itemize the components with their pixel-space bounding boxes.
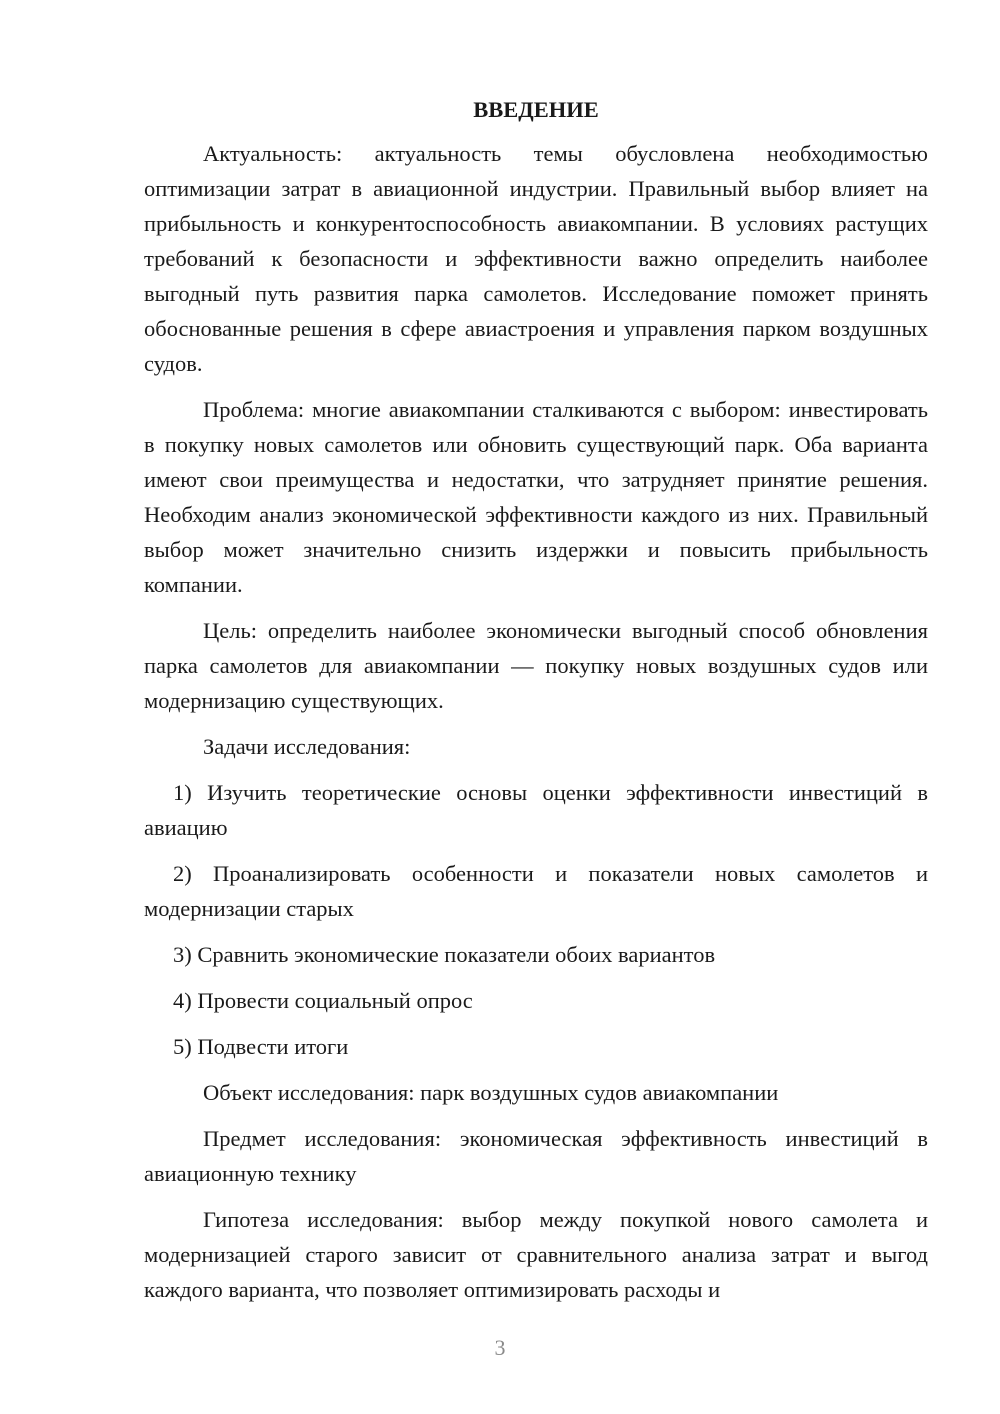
paragraph-object: Объект исследования: парк воздушных судов авиакомпании	[203, 1080, 779, 1105]
list-item: 1) Изучить теоретические основы оценки эффективности инвестиций в авиацию	[144, 780, 928, 840]
paragraph-subject: Предмет исследования: экономическая эффективность инвестиций в авиационную технику	[144, 1126, 928, 1186]
paragraph-relevance: Актуальность: актуальность темы обусловлена необходимостью оптимизации затрат в авиационной индустрии. Правильный выбор влияет на прибыльность и конкурентоспособность авиакомпании. В условиях растущих требований к безопасности и эффективности важно определить наиболее выгодный путь развития парка самолетов. Исследование поможет принять обоснованные решения в сфере авиастроения и управления парком воздушных судов.	[144, 141, 928, 376]
list-item: 2) Проанализировать особенности и показатели новых самолетов и модернизации старых	[144, 861, 928, 921]
paragraph-hypothesis: Гипотеза исследования: выбор между покупкой нового самолета и модернизацией старого зависит от сравнительного анализа затрат и выгод каждого варианта, что позволяет оптимизировать расходы и	[144, 1207, 928, 1302]
section-title: ВВЕДЕНИЕ	[473, 97, 599, 122]
paragraph-goal: Цель: определить наиболее экономически выгодный способ обновления парка самолетов для авиакомпании — покупку новых воздушных судов или модернизацию существующих.	[144, 618, 928, 713]
paragraph-tasks-heading: Задачи исследования:	[203, 734, 411, 759]
page-content	[144, 92, 928, 1307]
list-item: 3) Сравнить экономические показатели обоих вариантов	[173, 942, 716, 967]
list-item: 5) Подвести итоги	[173, 1034, 349, 1059]
tasks-list	[144, 775, 928, 1064]
list-item: 4) Провести социальный опрос	[173, 988, 473, 1013]
page-number: 3	[494, 1335, 506, 1360]
paragraph-problem: Проблема: многие авиакомпании сталкиваются с выбором: инвестировать в покупку новых самолетов или обновить существующий парк. Оба варианта имеют свои преимущества и недостатки, что затрудняет принятие решения. Необходим анализ экономической эффективности каждого из них. Правильный выбор может значительно снизить издержки и повысить прибыльность компании.	[144, 397, 928, 597]
